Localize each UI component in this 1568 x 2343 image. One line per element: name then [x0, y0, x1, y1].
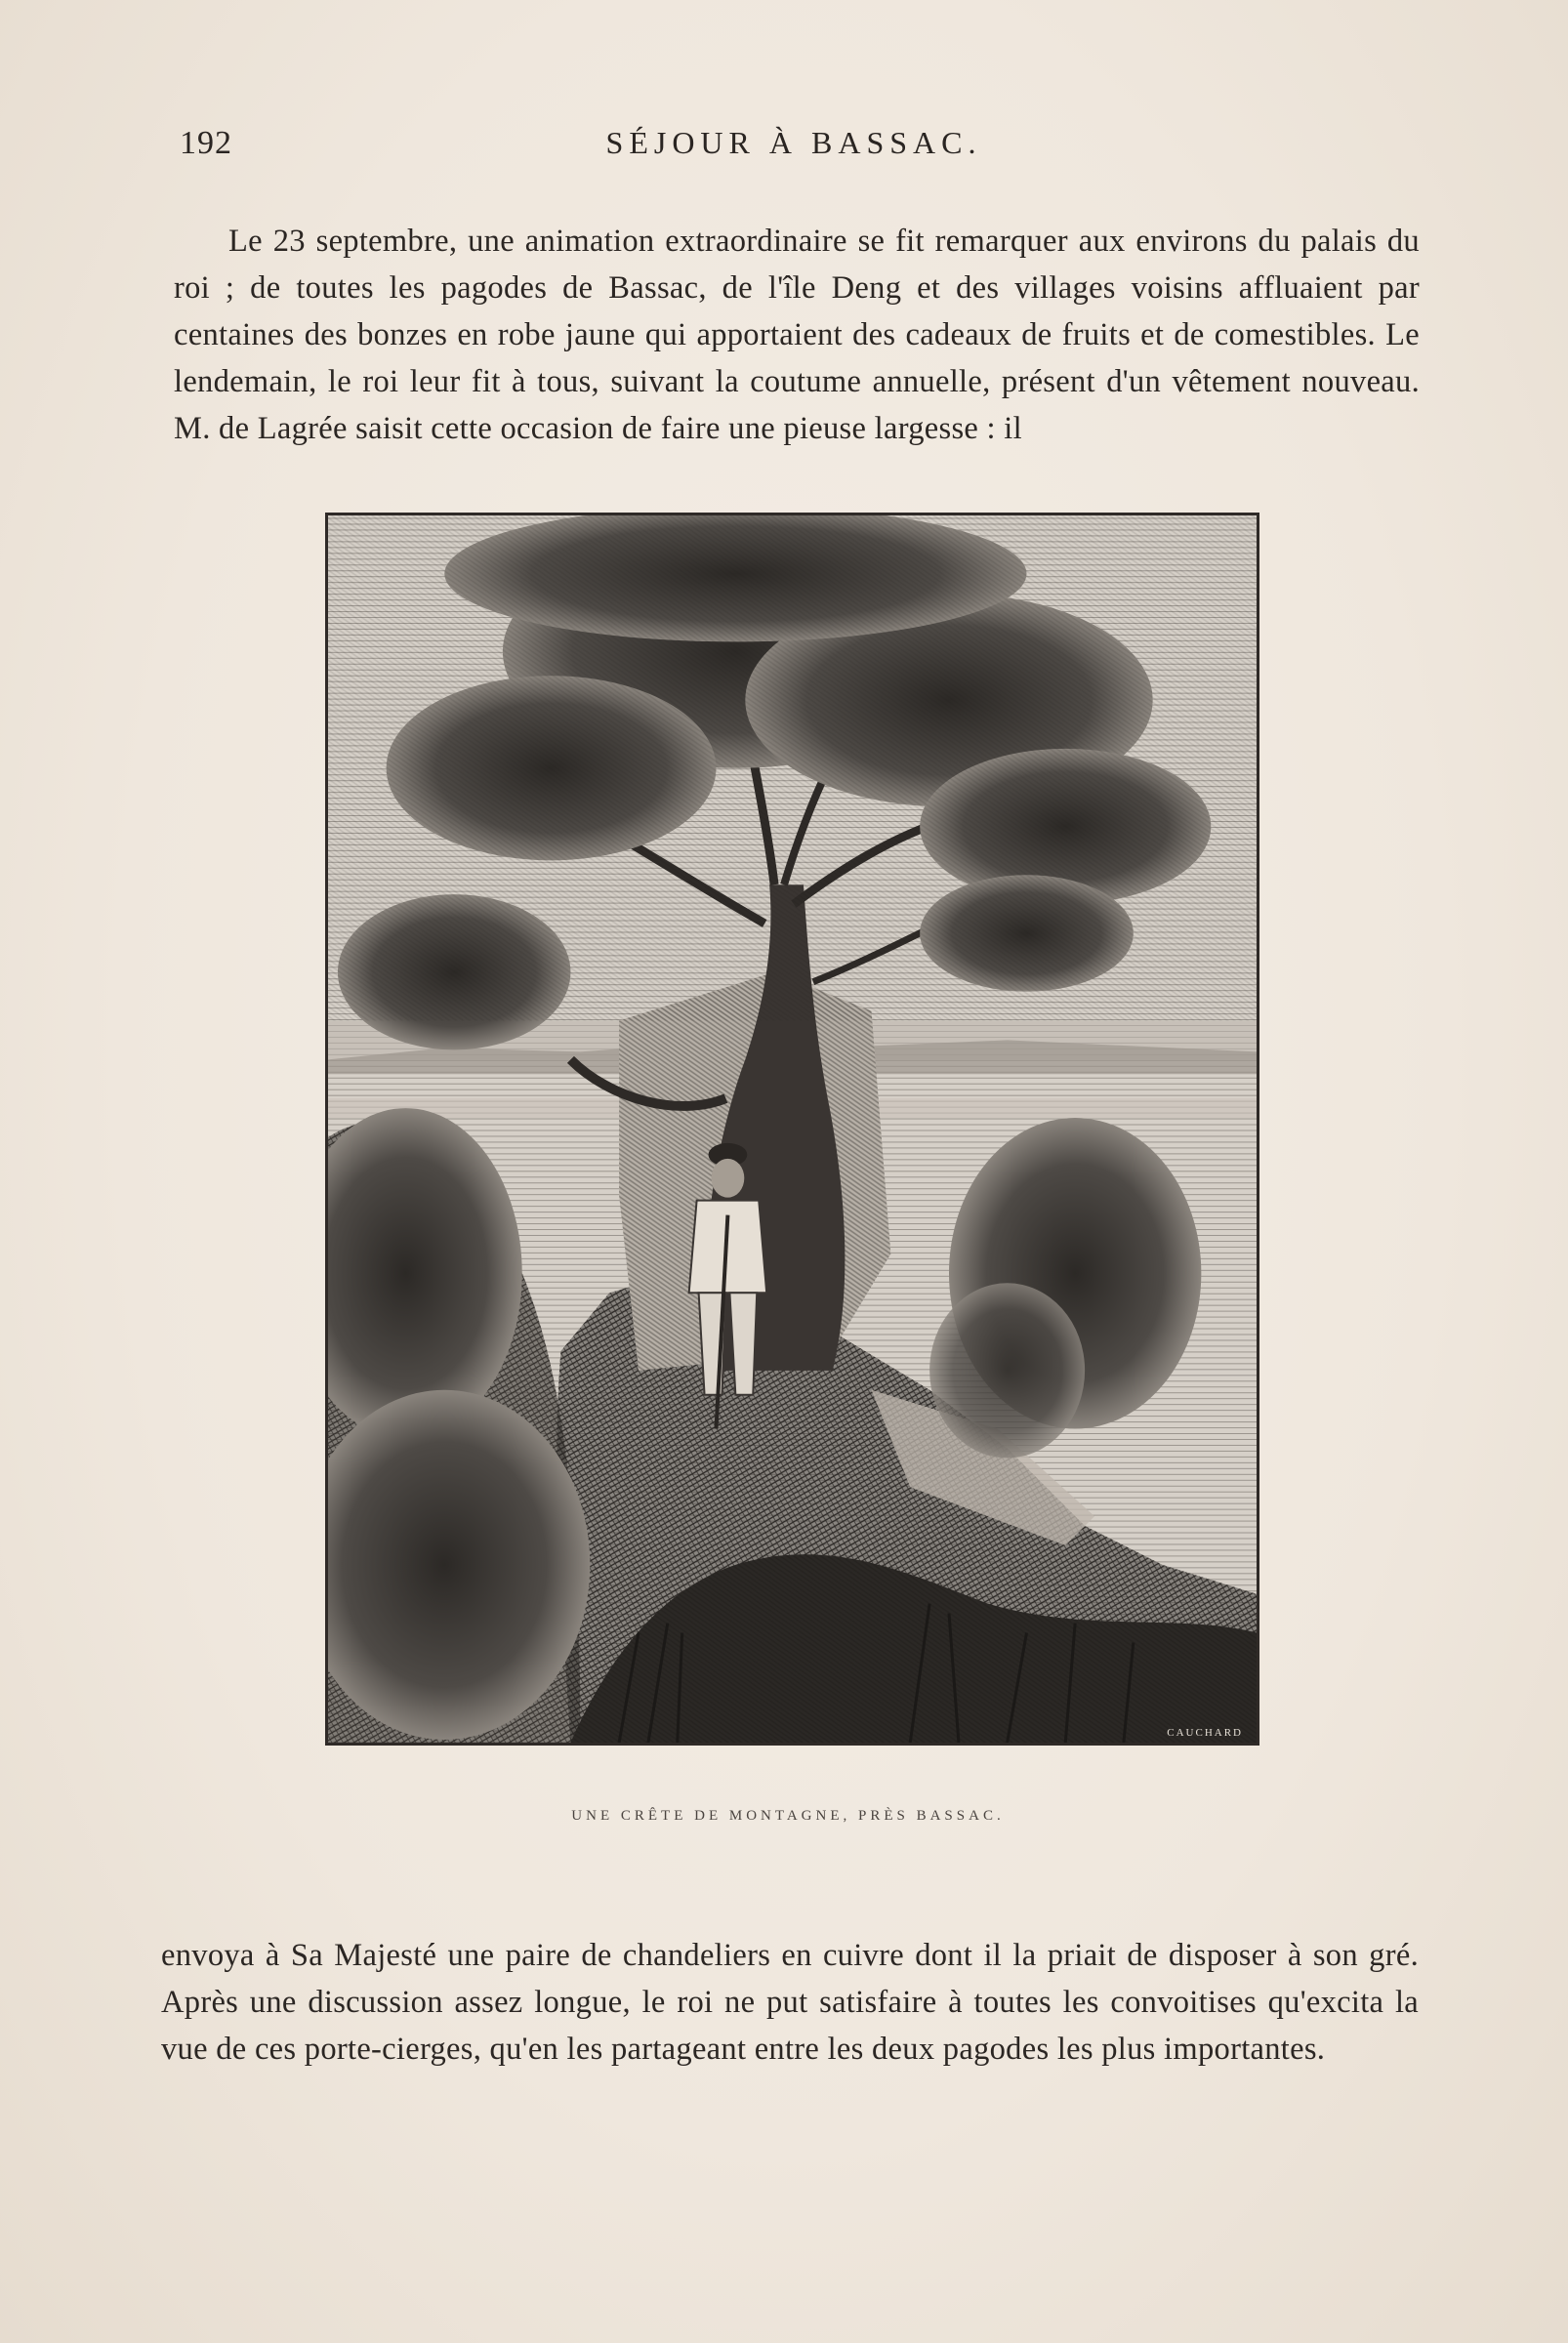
paragraph-bottom: envoya à Sa Majesté une paire de chandeliers en cuivre dont il la priait de disposer à son gré. Après une discussion assez longue, le roi ne put satisfaire à toutes les convoitises qu'excita la vue de ces porte-cierges, qu'en les partageant entre les deux pagodes les plus importantes. [161, 1937, 1419, 2067]
running-head: SÉJOUR À BASSAC. [605, 125, 982, 160]
engraver-signature: CAUCHARD [1167, 1727, 1243, 1739]
engraving-image [328, 515, 1257, 1743]
page-header [0, 125, 1568, 174]
paragraph-top: Le 23 septembre, une animation extraordinaire se fit remarquer aux environs du palais du roi ; de toutes les pagodes de Bassac, de l'île Deng et des villages voisins affluaient par centaines des bonzes en robe jaune qui apportaient des cadeaux de fruits et de comestibles. Le lendemain, le roi leur fit à tous, suivant la coutume annuelle, présent d'un vêtement nouveau. M. de Lagrée saisit cette occasion de faire une pieuse largesse : il [174, 223, 1420, 446]
engraving-illustration [325, 513, 1259, 1746]
figure-caption: UNE CRÊTE DE MONTAGNE, PRÈS BASSAC. [571, 1808, 1005, 1824]
page-number: 192 [180, 125, 232, 161]
